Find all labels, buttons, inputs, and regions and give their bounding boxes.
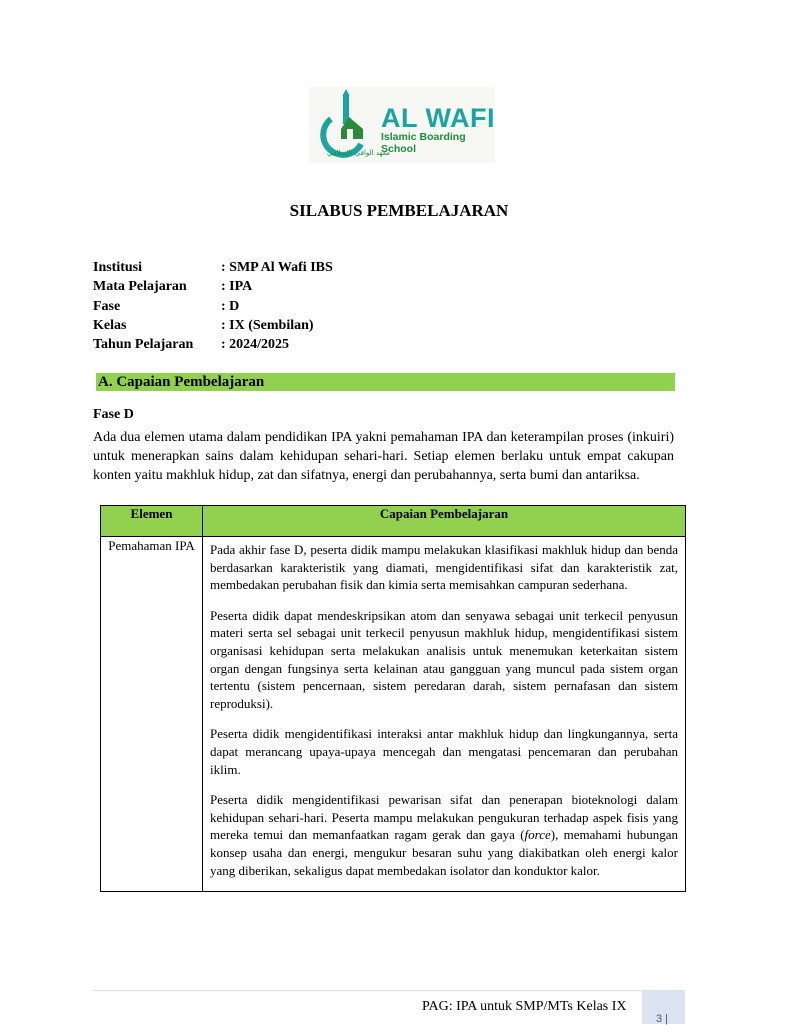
info-label: Mata Pelajaran [93,279,187,295]
info-value: : 2024/2025 [221,337,290,353]
info-label: Tahun Pelajaran [93,337,194,353]
info-value: : SMP Al Wafi IBS [221,260,333,275]
document-title: SILABUS PEMBELAJARAN [289,201,509,220]
info-label: Institusi [93,260,143,275]
capaian-paragraph: Peserta didik dapat mendeskripsikan atom dan senyawa sebagai unit terkecil penyusun materi serta sel sebagai unit terkecil penyusun makhluk hidup, mengidentifikasi sistem organisasi kehidupan serta melakukan analisis untuk menemukan keterkaitan sistem organ dengan fungsinya serta kelainan atau gangguan yang muncul pada sistem organ tertentu (sistem pencernaan, sistem peredaran darah, sistem pernafasan dan sistem reproduksi). [210,607,678,711]
svg-text:معهد الوافي الإسلامي: معهد الوافي الإسلامي [327,149,390,157]
table-header-row [101,506,686,537]
page-number-box [642,991,685,1024]
fase-heading: Fase D [93,407,134,422]
section-number: A. [98,374,113,390]
mosque-logo-icon [321,89,390,161]
info-value: : IX (Sembilan) [221,317,314,333]
section-title: Capaian Pembelajaran [116,374,265,390]
table-row [101,537,686,892]
info-value: : IPA [221,279,253,295]
info-row-tahun [93,335,333,354]
identity-block [93,258,333,354]
info-row-kelas [93,316,333,335]
footer-text: PAG: IPA untuk SMP/MTs Kelas IX [422,999,627,1014]
capaian-cell [203,537,686,892]
info-row-fase [93,297,333,316]
info-label: Kelas [93,317,127,333]
capaian-paragraph: Pada akhir fase D, peserta didik mampu melakukan klasifikasi makhluk hidup dan benda berdasarkan karakteristik yang diamati, mengidentifikasi sifat dan karakteristik zat, membedakan perubahan fisik dan kimia serta memisahkan campuran sederhana. [210,542,678,593]
footer-divider [93,990,685,991]
intro-paragraph: Ada dua elemen utama dalam pendidikan IPA yakni pemahaman IPA dan keterampilan proses (inkuiri) untuk menerapkan sains dalam kehidupan sehari-hari. Setiap elemen berlaku untuk empat cakupan konten yaitu makhluk hidup, zat dan sifatnya, energi dan perubahannya, serta bumi dan antariksa. [93,430,674,483]
header-capaian: Capaian Pembelajaran [203,506,686,537]
element-cell: Pemahaman IPA [101,537,203,892]
header-elemen: Elemen [101,506,203,537]
info-row-institusi [93,258,333,277]
info-value: : D [221,298,240,314]
school-logo [309,87,495,163]
capaian-table [100,505,686,892]
page-number: 3 | [656,1013,669,1025]
info-label: Fase [93,298,121,314]
logo-name: AL WAFI [381,103,495,133]
capaian-paragraph: Peserta didik mengidentifikasi pewarisan sifat dan penerapan bioteknologi dalam kehidupan sehari-hari. Peserta mampu melakukan pengukuran terhadap aspek fisis yang mereka temui dan memanfaatkan ragam gerak dan gaya (force), memahami hubungan konsep usaha dan energi, mengukur besaran suhu yang diakibatkan oleh energi kalor yang diberikan, sekaligus dapat membedakan isolator dan konduktor kalor. [210,792,678,878]
info-row-mapel [93,277,333,296]
logo-subtitle: Islamic Boarding School [381,131,466,155]
capaian-paragraph: Peserta didik mengidentifikasi interaksi antar makhluk hidup dan lingkungannya, serta dapat merancang upaya-upaya mencegah dan mengatasi pencemaran dan perubahan iklim. [210,726,678,777]
section-heading [96,373,675,391]
